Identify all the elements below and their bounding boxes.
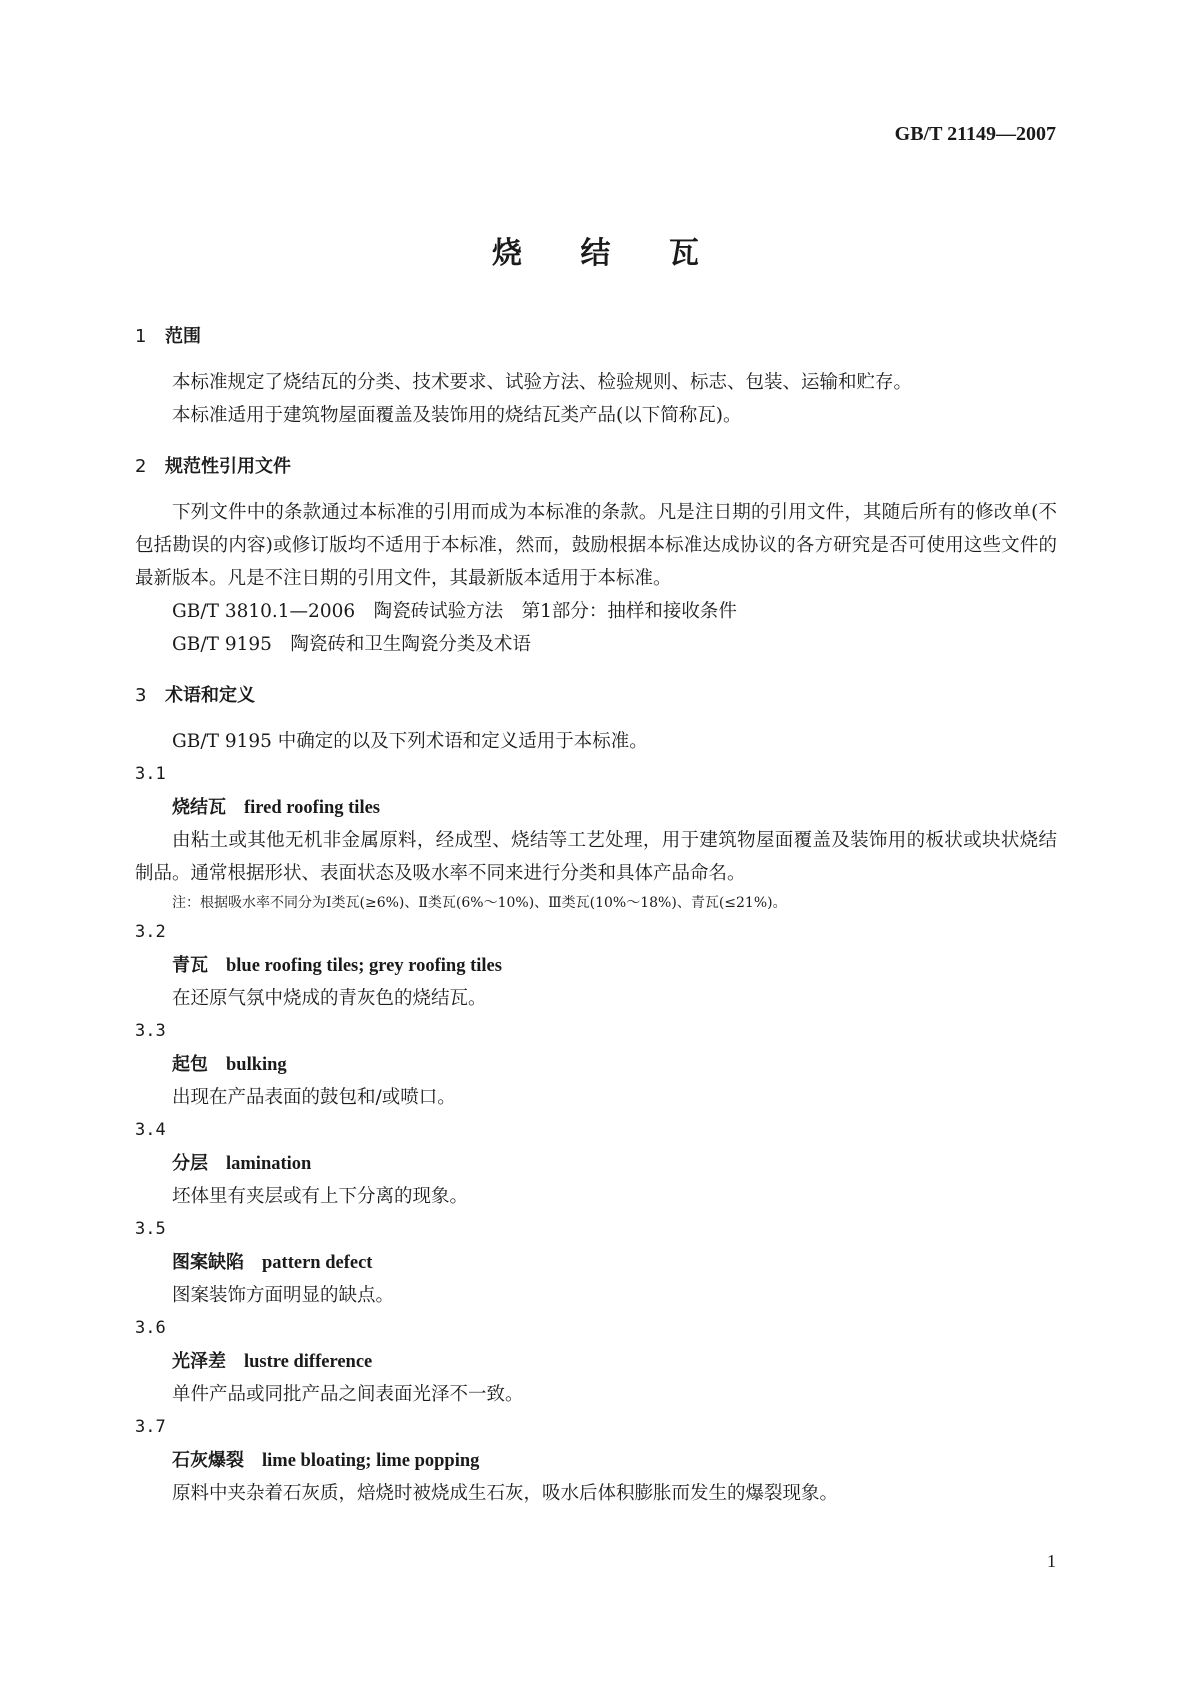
section-heading-terms xyxy=(135,679,1057,713)
term-zh: 起包 xyxy=(172,1054,208,1075)
term-en: bulking xyxy=(226,1055,287,1075)
term-note: 注：根据吸水率不同分为Ⅰ类瓦(≥6%)、Ⅱ类瓦(6%～10%)、Ⅲ类瓦(10%～18%)、青瓦(≤21%)。 xyxy=(172,895,787,911)
section-heading-scope xyxy=(135,320,1057,354)
paragraph: GB/T 9195 中确定的以及下列术语和定义适用于本标准。 xyxy=(172,731,648,752)
term-definition: 图案装饰方面明显的缺点。 xyxy=(172,1285,395,1306)
clause-number: 3.6 xyxy=(135,1318,166,1338)
term-definition: 单件产品或同批产品之间表面光泽不一致。 xyxy=(172,1384,524,1405)
clause-number: 3.4 xyxy=(135,1120,166,1140)
section-heading-references xyxy=(135,450,1057,484)
standard-code: GB/T 21149—2007 xyxy=(894,123,1056,145)
section-number: 2 xyxy=(135,456,147,477)
term-en: pattern defect xyxy=(262,1253,373,1273)
term-zh: 烧结瓦 xyxy=(172,797,226,818)
term-zh: 光泽差 xyxy=(172,1351,226,1372)
term-entry xyxy=(135,1345,1057,1378)
term-entry xyxy=(135,1147,1057,1180)
section-number: 3 xyxy=(135,685,147,706)
term-en: blue roofing tiles; grey roofing tiles xyxy=(226,956,502,976)
reference-item: GB/T 9195 陶瓷砖和卫生陶瓷分类及术语 xyxy=(172,634,531,655)
term-entry xyxy=(135,791,1057,824)
section-title: 范围 xyxy=(165,326,201,347)
term-entry xyxy=(135,1246,1057,1279)
term-definition: 坯体里有夹层或有上下分离的现象。 xyxy=(172,1186,469,1207)
clause-number: 3.3 xyxy=(135,1021,166,1041)
section-number: 1 xyxy=(135,326,147,347)
term-zh: 分层 xyxy=(172,1153,208,1174)
clause-number: 3.1 xyxy=(135,764,166,784)
term-en: fired roofing tiles xyxy=(244,798,380,818)
term-definition: 由粘土或其他无机非金属原料，经成型、烧结等工艺处理，用于建筑物屋面覆盖及装饰用的板状或块状烧结制品。通常根据形状、表面状态及吸水率不同来进行分类和具体产品命名。 xyxy=(135,830,1057,884)
section-title: 规范性引用文件 xyxy=(165,456,291,477)
term-en: lustre difference xyxy=(244,1352,373,1372)
document-title: 烧 结 瓦 xyxy=(492,236,723,271)
paragraph: 本标准规定了烧结瓦的分类、技术要求、试验方法、检验规则、标志、包装、运输和贮存。 xyxy=(172,372,913,393)
page-number: 1 xyxy=(1047,1551,1056,1571)
term-zh: 青瓦 xyxy=(172,955,208,976)
clause-number: 3.7 xyxy=(135,1417,166,1437)
paragraph: 下列文件中的条款通过本标准的引用而成为本标准的条款。凡是注日期的引用文件，其随后所有的修改单(不包括勘误的内容)或修订版均不适用于本标准，然而，鼓励根据本标准达成协议的各方研究是否可使用这些文件的最新版本。凡是不注日期的引用文件，其最新版本适用于本标准。 xyxy=(135,502,1057,589)
section-title: 术语和定义 xyxy=(165,685,255,706)
clause-number: 3.2 xyxy=(135,922,166,942)
paragraph: 本标准适用于建筑物屋面覆盖及装饰用的烧结瓦类产品(以下简称瓦)。 xyxy=(172,405,742,426)
term-zh: 图案缺陷 xyxy=(172,1252,244,1273)
document-body xyxy=(135,320,1057,1510)
term-zh: 石灰爆裂 xyxy=(172,1450,244,1471)
reference-item: GB/T 3810.1—2006 陶瓷砖试验方法 第1部分：抽样和接收条件 xyxy=(172,601,737,622)
term-en: lamination xyxy=(226,1154,312,1174)
term-entry xyxy=(135,1444,1057,1477)
term-entry xyxy=(135,949,1057,982)
term-definition: 原料中夹杂着石灰质，焙烧时被烧成生石灰，吸水后体积膨胀而发生的爆裂现象。 xyxy=(172,1483,839,1504)
term-definition: 在还原气氛中烧成的青灰色的烧结瓦。 xyxy=(172,988,487,1009)
clause-number: 3.5 xyxy=(135,1219,166,1239)
term-definition: 出现在产品表面的鼓包和/或喷口。 xyxy=(172,1087,456,1108)
term-entry xyxy=(135,1048,1057,1081)
term-en: lime bloating; lime popping xyxy=(262,1451,480,1471)
